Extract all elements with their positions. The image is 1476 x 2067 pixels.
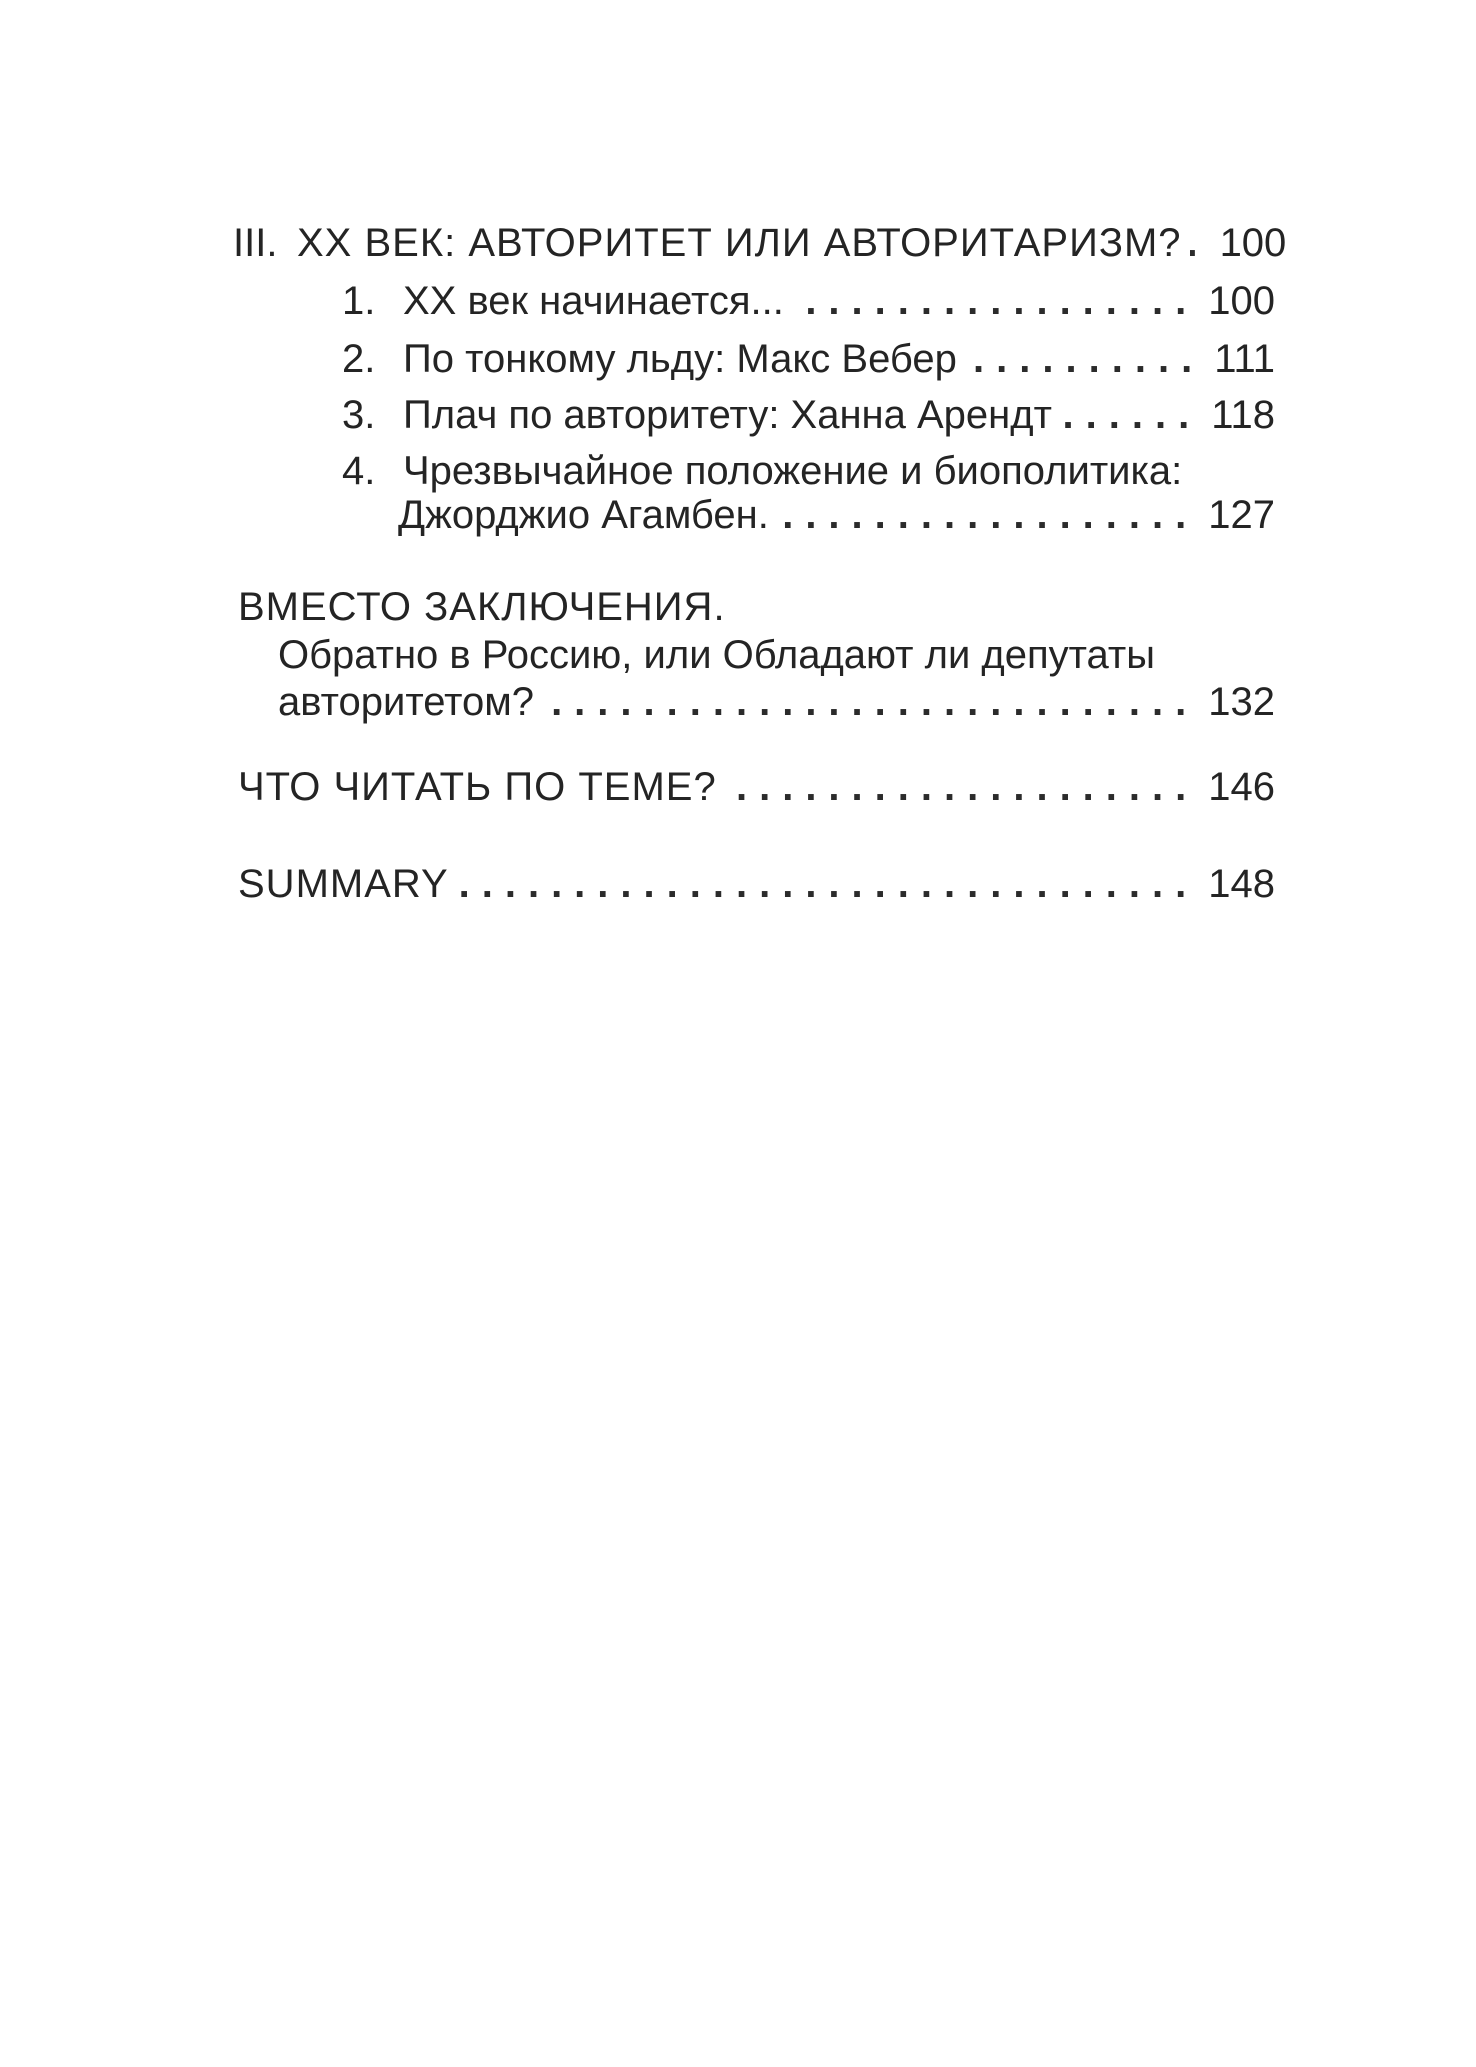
- toc-page-number: 148: [1208, 862, 1275, 906]
- toc-item-title: XX век начинается...: [403, 279, 784, 323]
- toc-section-title: ВМЕСТО ЗАКЛЮЧЕНИЯ.: [238, 585, 726, 629]
- toc-page-number: 111: [1214, 337, 1275, 381]
- toc-item-title: По тонкому льду: Макс Вебер: [403, 337, 957, 381]
- toc-entry-sub-4-line2: [398, 493, 1275, 537]
- toc-page-number: 127: [1208, 493, 1275, 537]
- toc-leader-dots: [1060, 393, 1201, 437]
- toc-entry-sub-2: [342, 337, 1275, 381]
- toc-item-number: 3.: [342, 393, 376, 437]
- toc-entry-sub-3: [342, 393, 1275, 437]
- toc-entry-conclusion-subtitle-line1: [278, 633, 1155, 677]
- toc-page-number: 146: [1208, 765, 1275, 809]
- toc-section-title: ЧТО ЧИТАТЬ ПО ТЕМЕ?: [238, 765, 717, 809]
- toc-page-number: 118: [1211, 393, 1275, 437]
- toc-item-number: 2.: [342, 337, 376, 381]
- toc-chapter-title: XX ВЕК: АВТОРИТЕТ ИЛИ АВТОРИТАРИЗМ?: [297, 221, 1182, 265]
- toc-entry-summary: [238, 862, 1275, 906]
- toc-section-subtitle: Обратно в Россию, или Обладают ли депутаты: [278, 633, 1155, 677]
- toc-section-subtitle-continuation: авторитетом?: [278, 680, 534, 724]
- toc-entry-conclusion-heading: [238, 585, 726, 629]
- toc-page-number: 100: [1219, 221, 1287, 265]
- toc-page-number: 100: [1208, 279, 1275, 323]
- toc-leader-dots: [1190, 221, 1210, 265]
- toc-entry-chapter-3: [233, 221, 1287, 265]
- toc-leader-dots: [457, 862, 1199, 906]
- toc-item-title-continuation: Джорджио Агамбен.: [398, 493, 769, 537]
- toc-leader-dots: [725, 765, 1199, 809]
- toc-entry-sub-1: [342, 279, 1275, 323]
- toc-item-title: Чрезвычайное положение и биополитика:: [403, 449, 1183, 493]
- toc-entry-reading-list: [238, 765, 1275, 809]
- toc-leader-dots: [792, 279, 1198, 323]
- toc-entry-sub-4-line1: [342, 449, 1182, 493]
- toc-item-title: Плач по авторитету: Ханна Арендт: [403, 393, 1052, 437]
- toc-chapter-number: III.: [233, 221, 278, 265]
- toc-item-number: 1.: [342, 279, 376, 323]
- toc-entry-conclusion-subtitle-line2: [278, 680, 1275, 724]
- toc-item-number: 4.: [342, 449, 376, 493]
- toc-leader-dots: [965, 337, 1204, 381]
- toc-section-title: SUMMARY: [238, 862, 449, 906]
- toc-leader-dots: [777, 493, 1198, 537]
- toc-page-number: 132: [1208, 680, 1275, 724]
- toc-leader-dots: [542, 680, 1198, 724]
